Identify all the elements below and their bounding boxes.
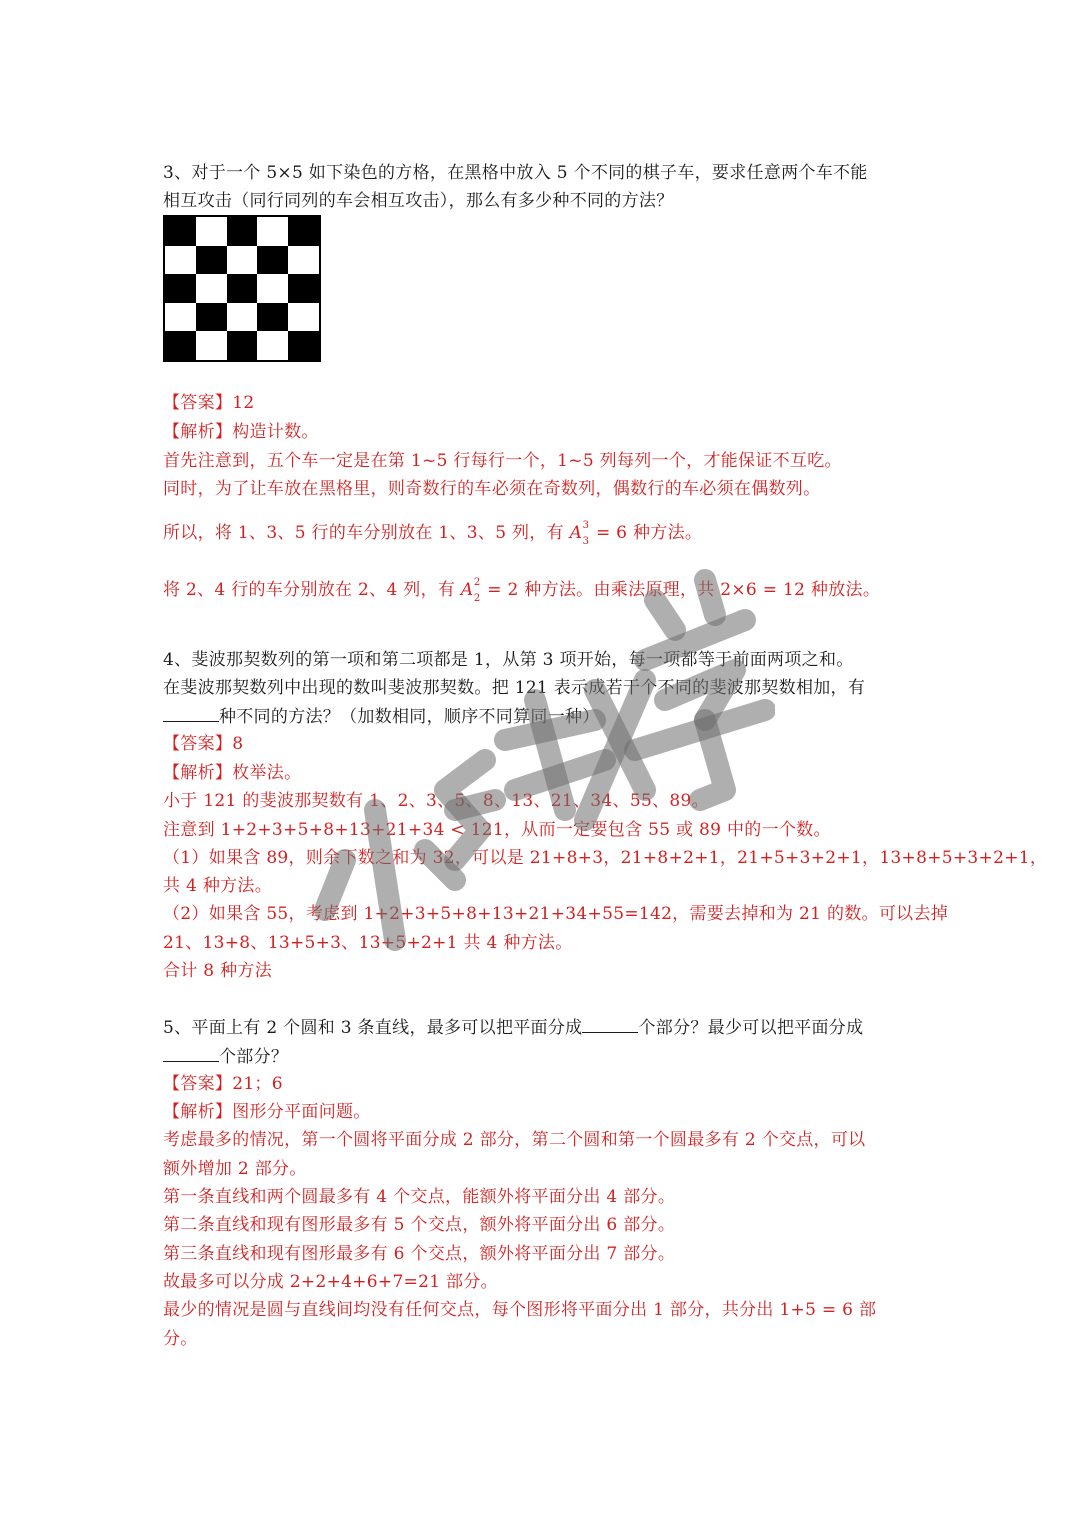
q5-text-line-2-text: 个部分？ xyxy=(219,1047,289,1067)
board-cell-4-4 xyxy=(257,303,288,332)
q5-analysis-line-2: 额外增加 2 部分。 xyxy=(163,1159,307,1179)
board-cell-2-2 xyxy=(196,246,227,275)
q5-answer-blank-1 xyxy=(582,1016,638,1033)
board-cell-2-5 xyxy=(288,246,319,275)
board-cell-1-3 xyxy=(227,217,258,246)
q5-analysis-line-7: 最少的情况是圆与直线间均没有任何交点，每个图形将平面分出 1 部分，共分出 1+5 = 6 部 xyxy=(163,1300,877,1320)
board-cell-1-1 xyxy=(165,217,196,246)
q4-answer: 【答案】8 xyxy=(163,734,244,754)
q5-text-line-1-pre: 5、平面上有 2 个圆和 3 条直线，最多可以把平面分成 xyxy=(163,1018,583,1038)
q3-analysis-line-3-post: = 6 种方法。 xyxy=(595,523,703,543)
q4-analysis-line-6: 21、13+8、13+5+3、13+5+2+1 共 4 种方法。 xyxy=(163,933,573,953)
q3-answer: 【答案】12 xyxy=(163,393,255,413)
q4-analysis-line-5: （2）如果含 55，考虑到 1+2+3+5+8+13+21+34+55=142，需要去掉和为 21 的数。可以去掉 xyxy=(163,904,949,924)
q5-analysis-line-8: 分。 xyxy=(163,1329,198,1349)
board-cell-3-5 xyxy=(288,274,319,303)
q3-text-line-1: 3、对于一个 5×5 如下染色的方格，在黑格中放入 5 个不同的棋子车，要求任意两个车不能 xyxy=(163,163,868,183)
q3-analysis-line-3 xyxy=(163,520,923,547)
q5-answer: 【答案】21；6 xyxy=(163,1074,283,1094)
board-cell-5-4 xyxy=(257,331,288,360)
q4-analysis-heading: 【解析】枚举法。 xyxy=(163,763,302,783)
board-cell-5-3 xyxy=(227,331,258,360)
board-cell-2-1 xyxy=(165,246,196,275)
q5-analysis-line-5: 第三条直线和现有图形最多有 6 个交点，额外将平面分出 7 部分。 xyxy=(163,1244,676,1264)
q3-analysis-line-1: 首先注意到，五个车一定是在第 1~5 行每行一个，1~5 列每列一个，才能保证不互吃。 xyxy=(163,451,842,471)
q3-analysis-line-4 xyxy=(163,577,923,604)
q4-text-line-3 xyxy=(163,705,923,728)
board-cell-3-3 xyxy=(227,274,258,303)
q4-answer-blank xyxy=(163,705,219,722)
board-cell-3-2 xyxy=(196,274,227,303)
q5-text-line-2 xyxy=(163,1045,923,1068)
q4-text-line-3-text: 种不同的方法？（加数相同，顺序不同算同一种） xyxy=(219,707,600,727)
checkerboard-5x5 xyxy=(163,215,321,362)
board-cell-1-2 xyxy=(196,217,227,246)
q3-analysis-line-2: 同时，为了让车放在黑格里，则奇数行的车必须在奇数列，偶数行的车必须在偶数列。 xyxy=(163,479,821,499)
permutation-a33: A 3 3 xyxy=(569,520,590,547)
q4-text-line-1: 4、斐波那契数列的第一项和第二项都是 1，从第 3 项开始，每一项都等于前面两项之和。 xyxy=(163,650,854,670)
q4-text-line-2: 在斐波那契数列中出现的数叫斐波那契数。把 121 表示成若干个不同的斐波那契数相加，有 xyxy=(163,678,866,698)
q5-text-line-1-post: 个部分？最少可以把平面分成 xyxy=(638,1018,864,1038)
q4-analysis-line-4: 共 4 种方法。 xyxy=(163,876,273,896)
board-cell-1-5 xyxy=(288,217,319,246)
board-cell-3-4 xyxy=(257,274,288,303)
q5-answer-blank-2 xyxy=(163,1045,219,1062)
board-cell-4-2 xyxy=(196,303,227,332)
q5-analysis-line-6: 故最多可以分成 2+2+4+6+7=21 部分。 xyxy=(163,1272,498,1292)
permutation-a22: A 2 2 xyxy=(460,577,481,604)
q3-text-line-2: 相互攻击（同行同列的车会相互攻击），那么有多少种不同的方法？ xyxy=(163,191,674,211)
q4-analysis-line-3: （1）如果含 89，则余下数之和为 32，可以是 21+8+3，21+8+2+1，21+5+3+2+1，13+8+5+3+2+1， xyxy=(163,848,1048,868)
board-cell-5-5 xyxy=(288,331,319,360)
q4-analysis-line-1: 小于 121 的斐波那契数有 1、2、3、5、8、13、21、34、55、89。 xyxy=(163,791,709,811)
q5-analysis-line-1: 考虑最多的情况，第一个圆将平面分成 2 部分，第二个圆和第一个圆最多有 2 个交点，可以 xyxy=(163,1130,866,1150)
q4-analysis-line-2: 注意到 1+2+3+5+8+13+21+34 < 121，从而一定要包含 55 或 89 中的一个数。 xyxy=(163,820,831,840)
q4-analysis-line-7: 合计 8 种方法 xyxy=(163,961,273,981)
board-cell-1-4 xyxy=(257,217,288,246)
q5-analysis-heading: 【解析】图形分平面问题。 xyxy=(163,1102,371,1122)
q5-text-line-1 xyxy=(163,1016,923,1039)
board-cell-2-3 xyxy=(227,246,258,275)
board-cell-2-4 xyxy=(257,246,288,275)
board-cell-4-5 xyxy=(288,303,319,332)
watermark-logo xyxy=(305,560,775,960)
q3-analysis-line-4-pre: 将 2、4 行的车分别放在 2、4 列，有 xyxy=(163,580,456,600)
board-cell-4-3 xyxy=(227,303,258,332)
board-cell-3-1 xyxy=(165,274,196,303)
q3-analysis-line-3-pre: 所以，将 1、3、5 行的车分别放在 1、3、5 列，有 xyxy=(163,523,564,543)
q3-analysis-line-4-post: = 2 种方法。由乘法原理，共 2×6 = 12 种放法。 xyxy=(487,580,881,600)
board-cell-5-1 xyxy=(165,331,196,360)
q3-analysis-heading: 【解析】构造计数。 xyxy=(163,422,319,442)
q5-analysis-line-3: 第一条直线和两个圆最多有 4 个交点，能额外将平面分出 4 部分。 xyxy=(163,1187,676,1207)
board-cell-5-2 xyxy=(196,331,227,360)
board-cell-4-1 xyxy=(165,303,196,332)
q5-analysis-line-4: 第二条直线和现有图形最多有 5 个交点，额外将平面分出 6 部分。 xyxy=(163,1215,676,1235)
